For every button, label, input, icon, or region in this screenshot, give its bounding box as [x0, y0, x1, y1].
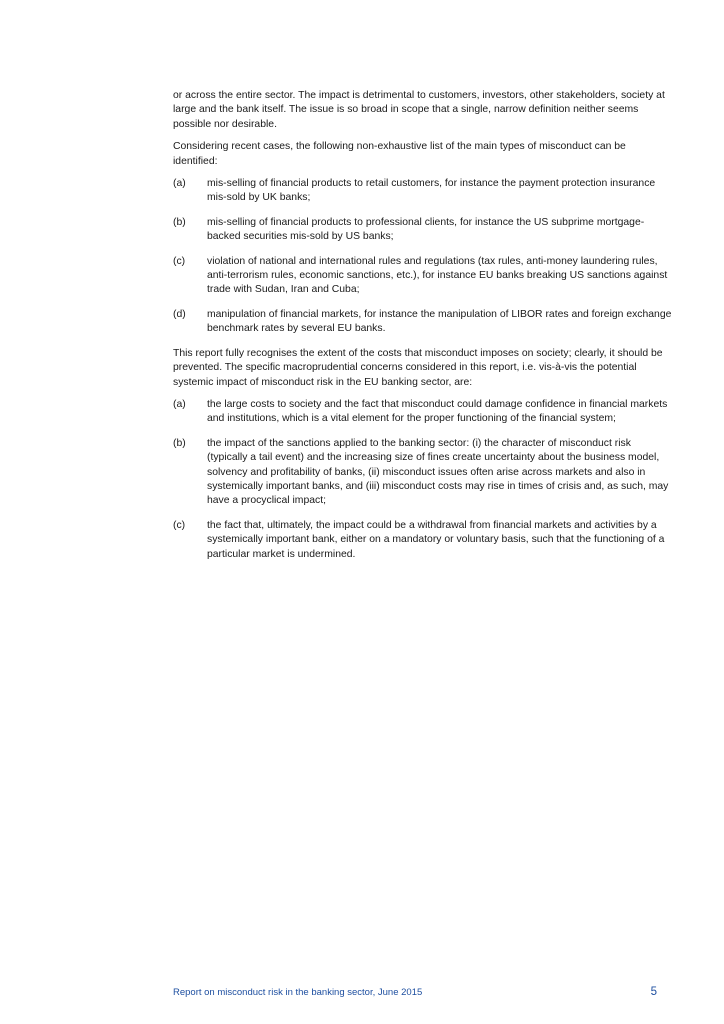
list-item-text: the fact that, ultimately, the impact could be a withdrawal from financial markets and activities by a systemically important bank, either on a mandatory or voluntary basis, such that the functioning of a particular market is undermined.	[207, 519, 665, 560]
page-footer	[173, 985, 657, 1000]
concerns-intro-paragraph: This report fully recognises the extent of the costs that misconduct imposes on society; clearly, it should be prevented. The specific macroprudential concerns considered in this report, i.e. vis-à-vis the potential systemic impact of misconduct risk in the EU banking sector, are:	[173, 347, 663, 388]
list-item-text: mis-selling of financial products to professional clients, for instance the US subprime mortgage-backed securities mis-sold by US banks;	[207, 216, 645, 243]
list-marker: (b)	[173, 437, 186, 449]
list-item	[173, 177, 673, 206]
list-item	[173, 437, 673, 509]
list-item-text: mis-selling of financial products to retail customers, for instance the payment protection insurance mis-sold by UK banks;	[207, 178, 656, 204]
intro-paragraph: or across the entire sector. The impact is detrimental to customers, investors, other stakeholders, society at large and the bank itself. The issue is so broad in scope that a single, narrow definition neither seems possible nor desirable.	[173, 90, 665, 130]
list-marker: (a)	[173, 398, 186, 410]
list-item	[173, 308, 673, 337]
list-item-text: the impact of the sanctions applied to the banking sector: (i) the character of misconduct risk (typically a tail event) and the increasing size of fines create uncertainty about the business model, solvency and profitability of banks, (ii) misconduct issues often arise across markets and also in systemically important banks, and (iii) misconduct costs may rise in times of crisis and, as such, may have a procyclical impact;	[207, 437, 669, 507]
misconduct-types-list	[173, 177, 673, 337]
list-marker: (c)	[173, 255, 186, 267]
list-item	[173, 398, 673, 427]
list-item-text: the large costs to society and the fact that misconduct could damage confidence in financial markets and institutions, which is a vital element for the proper functioning of the financial system;	[207, 398, 668, 425]
list-item	[173, 216, 673, 245]
footer-report-title: Report on misconduct risk in the banking sector, June 2015	[173, 987, 423, 998]
list-marker: (a)	[173, 178, 186, 190]
page-number: 5	[650, 986, 657, 998]
types-intro-paragraph: Considering recent cases, the following non-exhaustive list of the main types of misconduct can be identified:	[173, 141, 626, 167]
body-text	[173, 89, 673, 572]
list-item	[173, 255, 673, 298]
list-marker: (b)	[173, 216, 186, 228]
list-item-text: violation of national and international rules and regulations (tax rules, anti-money laundering rules, anti-terrorism rules, economic sanctions, etc.), for instance EU banks breaking US sanctions against trade with Sudan, Iran and Cuba;	[207, 255, 668, 296]
list-marker: (d)	[173, 308, 186, 320]
list-item-text: manipulation of financial markets, for instance the manipulation of LIBOR rates and foreign exchange benchmark rates by several EU banks.	[207, 308, 672, 335]
list-marker: (c)	[173, 519, 186, 531]
list-item	[173, 519, 673, 562]
macroprudential-concerns-list	[173, 398, 673, 562]
